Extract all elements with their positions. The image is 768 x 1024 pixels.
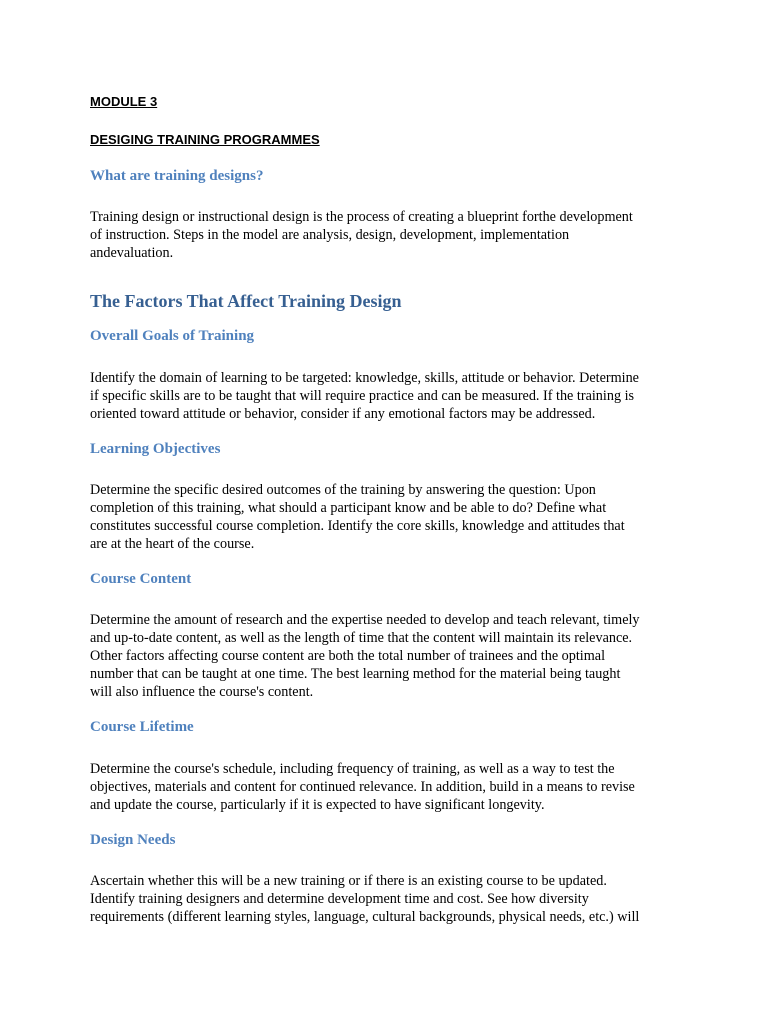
- paragraph-line: are at the heart of the course.: [90, 536, 255, 552]
- paragraph-line: Determine the amount of research and the expertise needed to develop and teach relevant, timely: [90, 612, 640, 628]
- section-paragraph-design-needs: [90, 872, 685, 926]
- paragraph-line: constitutes successful course completion. Identify the core skills, knowledge and attitudes that: [90, 518, 625, 534]
- paragraph-line: andevaluation.: [90, 245, 174, 261]
- module-label: MODULE 3: [90, 94, 158, 109]
- section-heading-learning-objectives: Learning Objectives: [90, 441, 221, 457]
- section-paragraph-course-lifetime: [90, 760, 685, 814]
- paragraph-line: Training design or instructional design is the process of creating a blueprint forthe development: [90, 209, 633, 225]
- section-paragraph-course-content: [90, 611, 685, 701]
- factors-heading: The Factors That Affect Training Design: [90, 291, 402, 311]
- paragraph-line: Ascertain whether this will be a new training or if there is an existing course to be updated.: [90, 873, 607, 889]
- paragraph-line: if specific skills are to be taught that will require practice and can be measured. If the training is: [90, 388, 635, 404]
- paragraph-line: and up-to-date content, as well as the length of time that the content will maintain its relevance.: [90, 630, 633, 646]
- paragraph-line: will also influence the course's content.: [90, 684, 314, 700]
- section-heading-course-content: Course Content: [90, 571, 192, 587]
- paragraph-line: number that can be taught at one time. The best learning method for the material being taught: [90, 666, 621, 682]
- intro-paragraph: [90, 208, 685, 262]
- section-paragraph-overall-goals: [90, 369, 685, 423]
- paragraph-line: oriented toward attitude or behavior, consider if any emotional factors may be addressed.: [90, 406, 596, 422]
- paragraph-line: completion of this training, what should a participant know and be able to do? Define what: [90, 500, 607, 516]
- paragraph-line: requirements (different learning styles, language, cultural backgrounds, physical needs, etc.) will: [90, 909, 640, 925]
- document-title: DESIGING TRAINING PROGRAMMES: [90, 132, 320, 147]
- paragraph-line: Identify the domain of learning to be targeted: knowledge, skills, attitude or behavior. Determine: [90, 370, 639, 386]
- section-heading-design-needs: Design Needs: [90, 832, 176, 848]
- paragraph-line: of instruction. Steps in the model are analysis, design, development, implementation: [90, 227, 570, 243]
- paragraph-line: Determine the specific desired outcomes of the training by answering the question: Upon: [90, 482, 596, 498]
- paragraph-line: Determine the course's schedule, including frequency of training, as well as a way to test the: [90, 761, 615, 777]
- paragraph-line: and update the course, particularly if it is expected to have significant longevity.: [90, 797, 545, 813]
- intro-heading: What are training designs?: [90, 168, 264, 184]
- paragraph-line: Identify training designers and determine development time and cost. See how diversity: [90, 891, 589, 907]
- paragraph-line: objectives, materials and content for continued relevance. In addition, build in a means to revise: [90, 779, 635, 795]
- paragraph-line: Other factors affecting course content are both the total number of trainees and the optimal: [90, 648, 606, 664]
- section-heading-overall-goals: Overall Goals of Training: [90, 328, 255, 344]
- section-heading-course-lifetime: Course Lifetime: [90, 719, 194, 735]
- section-paragraph-learning-objectives: [90, 481, 685, 553]
